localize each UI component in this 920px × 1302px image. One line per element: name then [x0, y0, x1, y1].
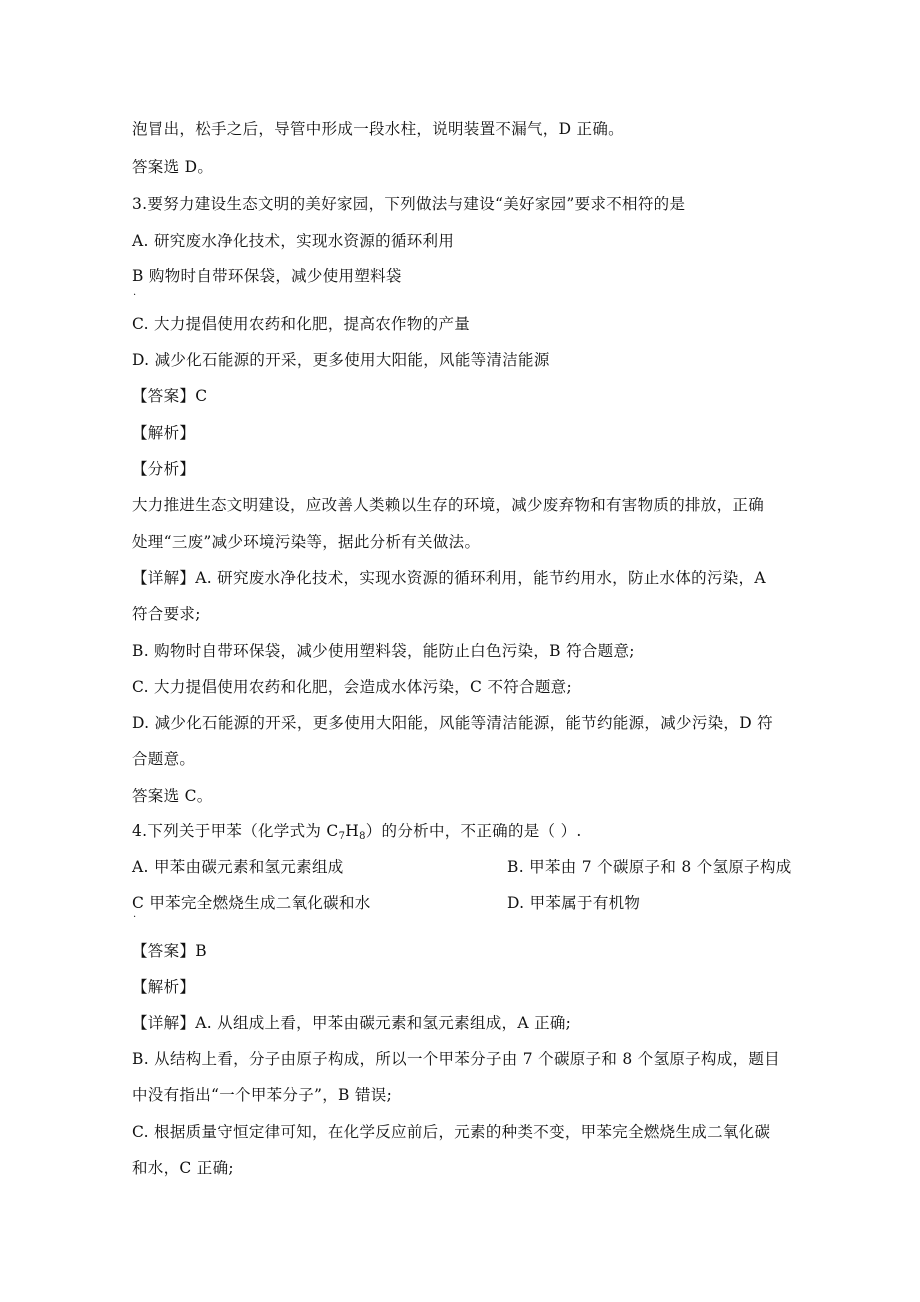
dot-mark: .	[133, 909, 137, 920]
option-a: A. 研究废水净化技术，实现水资源的循环利用	[132, 232, 455, 250]
analysis-heading: 【解析】	[132, 424, 196, 442]
text-line: B. 从结构上看，分子由原子构成，所以一个甲苯分子由 7 个碳原子和 8 个氢原子构成，题目	[132, 1050, 780, 1068]
text-line: 答案选 D。	[132, 158, 214, 176]
question-4-stem: 4.下列关于甲苯（化学式为 $C_7H_8$）的分析中，不正确的是（ ）.	[132, 822, 582, 842]
q4-option-b: B. 甲苯由 7 个碳原子和 8 个氢原子构成	[507, 858, 792, 876]
option-c: C. 大力提倡使用农药和化肥，提高农作物的产量	[132, 315, 471, 333]
q4-option-a: A. 甲苯由碳元素和氢元素组成	[132, 858, 344, 876]
text-line: 泡冒出，松手之后，导管中形成一段水柱，说明装置不漏气，D 正确。	[132, 120, 624, 138]
text-line: 合题意。	[132, 750, 196, 768]
text-line: 符合要求;	[132, 605, 201, 623]
text-line: B. 购物时自带环保袋，减少使用塑料袋，能防止白色污染，B 符合题意;	[132, 642, 635, 660]
q4-analysis-heading: 【解析】	[132, 978, 196, 996]
text-line: C. 根据质量守恒定律可知，在化学反应前后，元素的种类不变，甲苯完全燃烧生成二氧化碳	[132, 1123, 771, 1141]
text-line: 和水，C 正确;	[132, 1159, 234, 1177]
text-line: 【详解】A. 研究废水净化技术，实现水资源的循环利用，能节约用水，防止水体的污染，A	[132, 569, 766, 587]
q4-answer: 【答案】B	[132, 942, 207, 960]
q4-option-d: D. 甲苯属于有机物	[507, 894, 641, 912]
text-line: C. 大力提倡使用农药和化肥，会造成水体污染，C 不符合题意;	[132, 678, 572, 696]
dot-mark: .	[133, 287, 137, 298]
text-line: 【详解】A. 从组成上看，甲苯由碳元素和氢元素组成，A 正确;	[132, 1014, 572, 1032]
option-d: D. 减少化石能源的开采，更多使用大阳能，风能等清洁能源	[132, 351, 550, 369]
option-b: B 购物时自带环保袋，减少使用塑料袋	[132, 267, 402, 285]
text-line: 中没有指出“一个甲苯分子”，B 错误;	[132, 1086, 393, 1104]
fenxi-heading: 【分析】	[132, 460, 196, 478]
question-3-stem: 3.要努力建设生态文明的美好家园，下列做法与建设“美好家园”要求不相符的是	[132, 195, 686, 213]
answer: 【答案】C	[132, 387, 208, 405]
text-line: 处理“三废”减少环境污染等，据此分析有关做法。	[132, 533, 481, 551]
text-line: 大力推进生态文明建设，应改善人类赖以生存的环境，减少废弃物和有害物质的排放，正确	[132, 496, 765, 514]
text-line: D. 减少化石能源的开采，更多使用大阳能，风能等清洁能源，能节约能源，减少污染，D 符	[132, 714, 773, 732]
q4-option-c: C 甲苯完全燃烧生成二氧化碳和水	[132, 894, 371, 912]
text-line: 答案选 C。	[132, 787, 213, 805]
